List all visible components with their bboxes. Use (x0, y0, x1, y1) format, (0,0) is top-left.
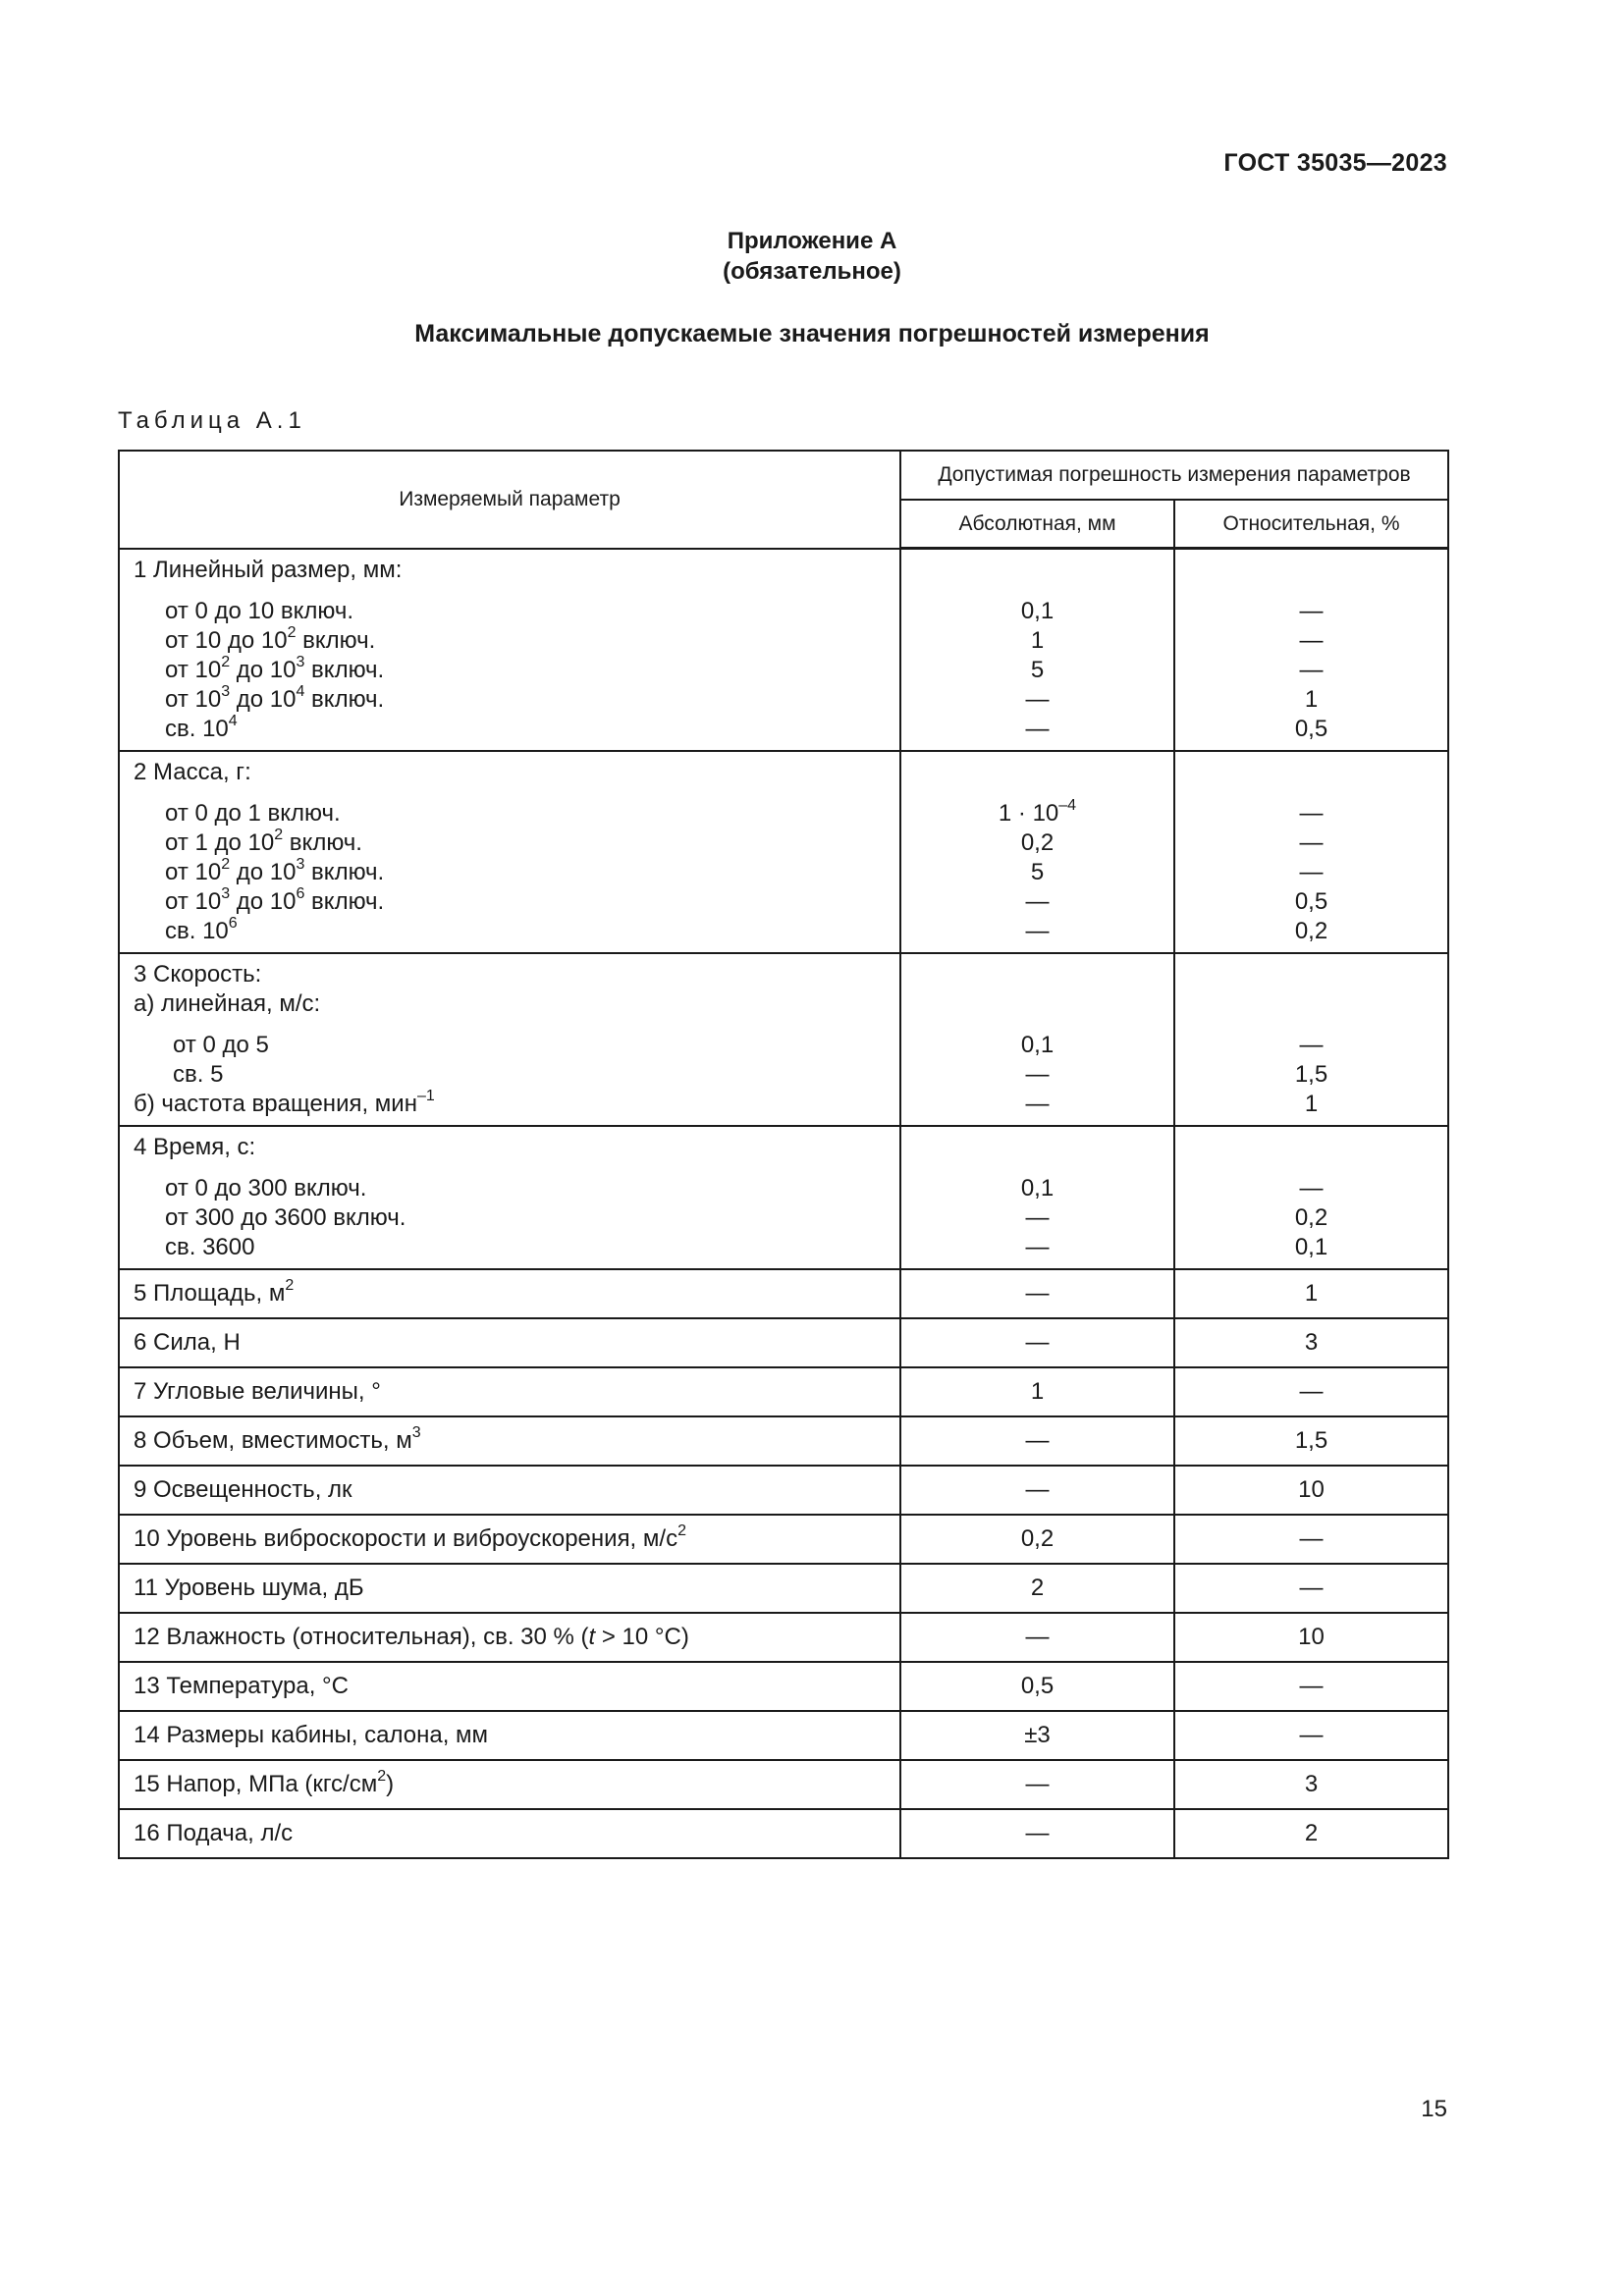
relative-cell (1174, 1126, 1448, 1269)
relative-value: 1 (1304, 1091, 1319, 1117)
table-row (119, 1662, 1448, 1711)
param-cell (119, 953, 900, 1126)
relative-value: — (1299, 657, 1324, 683)
table-row (119, 1367, 1448, 1416)
subrow-label: от $10^2$ до $10^3$ включ. (165, 856, 385, 885)
absolute-value: — (900, 1318, 1174, 1367)
relative-value: 0,2 (1294, 918, 1328, 944)
relative-value: 1,5 (1294, 1061, 1328, 1088)
relative-value: — (1299, 627, 1324, 654)
relative-value: — (1174, 1515, 1448, 1564)
param-cell: 6 Сила, Н (119, 1318, 900, 1367)
relative-value: 0,2 (1294, 1204, 1328, 1231)
relative-value: — (1299, 829, 1324, 856)
table-row (119, 1564, 1448, 1613)
subrow-label: от 10 до $10^2$ включ. (165, 623, 376, 654)
page-number: 15 (1421, 2096, 1447, 2122)
relative-value: — (1299, 598, 1324, 624)
absolute-value: — (1025, 686, 1050, 713)
subrow-label: от 1 до $10^2$ включ. (165, 827, 362, 856)
absolute-value: 5 (1030, 859, 1045, 885)
absolute-value: — (900, 1760, 1174, 1809)
absolute-cell (900, 953, 1174, 1126)
relative-value: 0,5 (1294, 888, 1328, 915)
table-row-group-4 (119, 1126, 1448, 1269)
param-cell (119, 549, 900, 752)
relative-value: — (1299, 1032, 1324, 1058)
param-cell: 5 Площадь, $м^2$ (119, 1269, 900, 1318)
table-row (119, 1809, 1448, 1858)
subrow-label: св. $10^6$ (165, 915, 238, 944)
subrow-label: от 0 до 1 включ. (165, 800, 341, 827)
absolute-value: — (900, 1269, 1174, 1318)
relative-value: — (1299, 800, 1324, 827)
subrow-label: св. $10^4$ (165, 712, 238, 742)
param-cell (119, 1126, 900, 1269)
subrow-label: от 300 до 3600 включ. (165, 1204, 406, 1231)
subgroup-title: а) линейная, м/с: (134, 990, 321, 1017)
relative-cell (1174, 751, 1448, 953)
absolute-cell (900, 751, 1174, 953)
appendix-status: (обязательное) (723, 258, 901, 285)
param-cell: 14 Размеры кабины, салона, мм (119, 1711, 900, 1760)
absolute-value: 0,1 (1020, 1032, 1055, 1058)
table-row (119, 1613, 1448, 1662)
subrow-label: св. 3600 (165, 1234, 255, 1260)
absolute-value: — (900, 1466, 1174, 1515)
subrow-label: от $10^3$ до $10^4$ включ. (165, 682, 385, 713)
relative-value: — (1174, 1367, 1448, 1416)
relative-value: — (1174, 1662, 1448, 1711)
absolute-value: — (1025, 1204, 1050, 1231)
absolute-value: — (1025, 1061, 1050, 1088)
header-param: Измеряемый параметр (119, 451, 900, 549)
table-header-row (119, 451, 1448, 500)
relative-value: 3 (1174, 1760, 1448, 1809)
param-cell: 16 Подача, л/с (119, 1809, 900, 1858)
relative-value: 1 (1174, 1269, 1448, 1318)
relative-value: 1 (1304, 686, 1319, 713)
table-row (119, 1760, 1448, 1809)
relative-cell (1174, 953, 1448, 1126)
table-row (119, 1466, 1448, 1515)
header-relative: Относительная, % (1174, 500, 1448, 549)
param-cell: 9 Освещенность, лк (119, 1466, 900, 1515)
relative-value: 0,1 (1294, 1234, 1328, 1260)
absolute-value: 0,1 (1020, 1175, 1055, 1201)
absolute-value: 1 (900, 1367, 1174, 1416)
absolute-cell (900, 1126, 1174, 1269)
absolute-value: — (1025, 716, 1050, 742)
absolute-value: 1 (1030, 627, 1045, 654)
group-title: 3 Скорость: (134, 961, 262, 988)
group-title: 2 Масса, г: (134, 759, 251, 785)
absolute-value: 2 (900, 1564, 1174, 1613)
relative-value: — (1174, 1564, 1448, 1613)
relative-cell (1174, 549, 1448, 752)
standard-code: ГОСТ 35035—2023 (1223, 149, 1447, 177)
param-cell: 12 Влажность (относительная), св. 30 % (t > 10 °С) (119, 1613, 900, 1662)
relative-value: 1,5 (1174, 1416, 1448, 1466)
param-cell (119, 751, 900, 953)
absolute-value: — (900, 1416, 1174, 1466)
absolute-value: — (1025, 1234, 1050, 1260)
document-title: Максимальные допускаемые значения погрешностей измерения (414, 320, 1210, 347)
absolute-value: — (1025, 918, 1050, 944)
table-row (119, 1515, 1448, 1564)
subrow-label: от $10^2$ до $10^3$ включ. (165, 653, 385, 683)
group-title: 4 Время, с: (134, 1134, 256, 1160)
header-absolute: Абсолютная, мм (900, 500, 1174, 549)
table-row-group-1 (119, 549, 1448, 752)
absolute-value: $1 \cdot 10^{-4}$ (998, 797, 1077, 827)
absolute-value: — (900, 1613, 1174, 1662)
subrow-label: от 0 до 10 включ. (165, 597, 354, 624)
table-row (119, 1416, 1448, 1466)
absolute-value: 0,2 (900, 1515, 1174, 1564)
absolute-value: 5 (1030, 657, 1045, 683)
absolute-value: 0,1 (1020, 598, 1055, 624)
appendix-title: Приложение А (727, 228, 897, 254)
param-cell: 11 Уровень шума, дБ (119, 1564, 900, 1613)
param-cell: 15 Напор, МПа $(кгс/см^2)$ (119, 1760, 900, 1809)
table-label: Таблица А.1 (118, 407, 306, 434)
absolute-cell (900, 549, 1174, 752)
absolute-value: — (900, 1809, 1174, 1858)
relative-value: — (1174, 1711, 1448, 1760)
subrow-label: от 0 до 5 (173, 1032, 269, 1058)
relative-value: 10 (1174, 1613, 1448, 1662)
subrow-label: от $10^3$ до $10^6$ включ. (165, 885, 385, 915)
param-cell: 13 Температура, °С (119, 1662, 900, 1711)
absolute-value: ±3 (900, 1711, 1174, 1760)
subrow-label: св. 5 (173, 1061, 224, 1088)
param-cell: 7 Угловые величины, ° (119, 1367, 900, 1416)
relative-value: — (1299, 859, 1324, 885)
subrow-label: от 0 до 300 включ. (165, 1175, 367, 1201)
subgroup-title: б) частота вращения, мин$^{-1}$ (134, 1088, 435, 1117)
absolute-value: 0,5 (900, 1662, 1174, 1711)
relative-value: 3 (1174, 1318, 1448, 1367)
param-cell: 10 Уровень виброскорости и виброускорения, $м/с^2$ (119, 1515, 900, 1564)
relative-value: — (1299, 1175, 1324, 1201)
absolute-value: — (1025, 888, 1050, 915)
error-limits-table (118, 450, 1449, 1859)
table-row-group-2 (119, 751, 1448, 953)
absolute-value: — (1025, 1091, 1050, 1117)
table-row (119, 1711, 1448, 1760)
param-cell: 8 Объем, вместимость, $м^3$ (119, 1416, 900, 1466)
header-group: Допустимая погрешность измерения параметров (900, 451, 1448, 500)
relative-value: 10 (1174, 1466, 1448, 1515)
relative-value: 2 (1174, 1809, 1448, 1858)
group-title: 1 Линейный размер, мм: (134, 556, 403, 583)
relative-value: 0,5 (1294, 716, 1328, 742)
table-row-group-3 (119, 953, 1448, 1126)
table-row (119, 1318, 1448, 1367)
table-row (119, 1269, 1448, 1318)
absolute-value: 0,2 (1020, 829, 1055, 856)
